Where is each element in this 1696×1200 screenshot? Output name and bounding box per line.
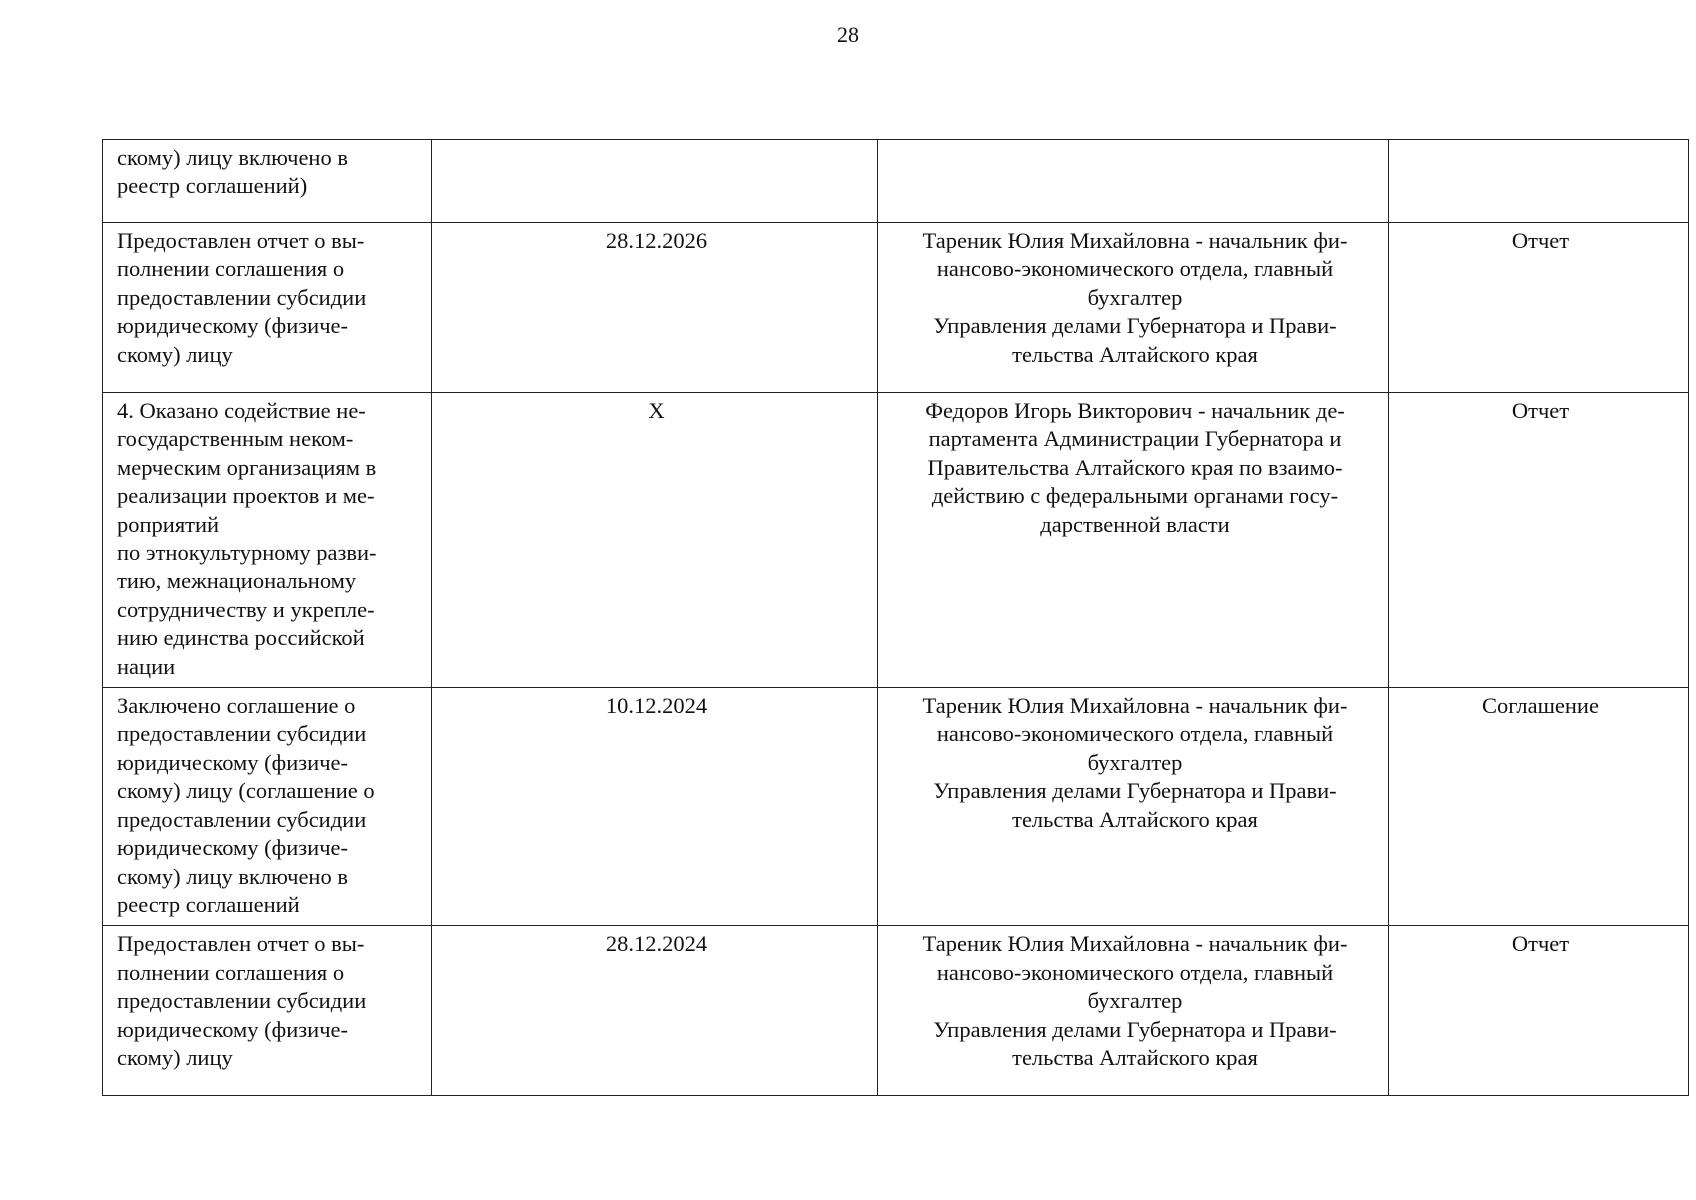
responsible-cell: Федоров Игорь Викторович - начальник де- партамента Администрации Губернатора и Правительства Алтайского края по взаимо- действию с федеральными органами госу- дарственной власти <box>878 393 1389 688</box>
table-row <box>103 140 1689 223</box>
event-cell: скому) лицу включено в реестр соглашений) <box>103 140 432 223</box>
date-cell: 28.12.2024 <box>432 926 878 1096</box>
document-cell: Отчет <box>1389 926 1689 1096</box>
schedule-table <box>102 139 1689 1096</box>
page-number: 28 <box>837 22 859 47</box>
table-row <box>103 688 1689 926</box>
responsible-cell <box>878 140 1389 223</box>
document-cell: Отчет <box>1389 223 1689 393</box>
event-cell: 4. Оказано содействие не- государственным неком- мерческим организациям в реализации проектов и ме- роприятий по этнокультурному разви- тию, межнациональному сотрудничеству и укрепле- нию единства российской нации <box>103 393 432 688</box>
responsible-cell: Тареник Юлия Михайловна - начальник фи- нансово-экономического отдела, главный бухгалтер Управления делами Губернатора и Прави- тельства Алтайского края <box>878 688 1389 926</box>
responsible-cell: Тареник Юлия Михайловна - начальник фи- нансово-экономического отдела, главный бухгалтер Управления делами Губернатора и Прави- тельства Алтайского края <box>878 223 1389 393</box>
event-cell: Предоставлен отчет о вы- полнении соглашения о предоставлении субсидии юридическому (физиче- скому) лицу <box>103 223 432 393</box>
document-cell: Отчет <box>1389 393 1689 688</box>
table-row <box>103 926 1689 1096</box>
document-cell <box>1389 140 1689 223</box>
date-cell: X <box>432 393 878 688</box>
date-cell: 10.12.2024 <box>432 688 878 926</box>
table-row <box>103 393 1689 688</box>
date-cell: 28.12.2026 <box>432 223 878 393</box>
document-cell: Соглашение <box>1389 688 1689 926</box>
date-cell <box>432 140 878 223</box>
event-cell: Предоставлен отчет о вы- полнении соглашения о предоставлении субсидии юридическому (физиче- скому) лицу <box>103 926 432 1096</box>
table-row <box>103 223 1689 393</box>
event-cell: Заключено соглашение о предоставлении субсидии юридическому (физиче- скому) лицу (соглашение о предоставлении субсидии юридическому (физиче- скому) лицу включено в реестр соглашений <box>103 688 432 926</box>
responsible-cell: Тареник Юлия Михайловна - начальник фи- нансово-экономического отдела, главный бухгалтер Управления делами Губернатора и Прави- тельства Алтайского края <box>878 926 1389 1096</box>
